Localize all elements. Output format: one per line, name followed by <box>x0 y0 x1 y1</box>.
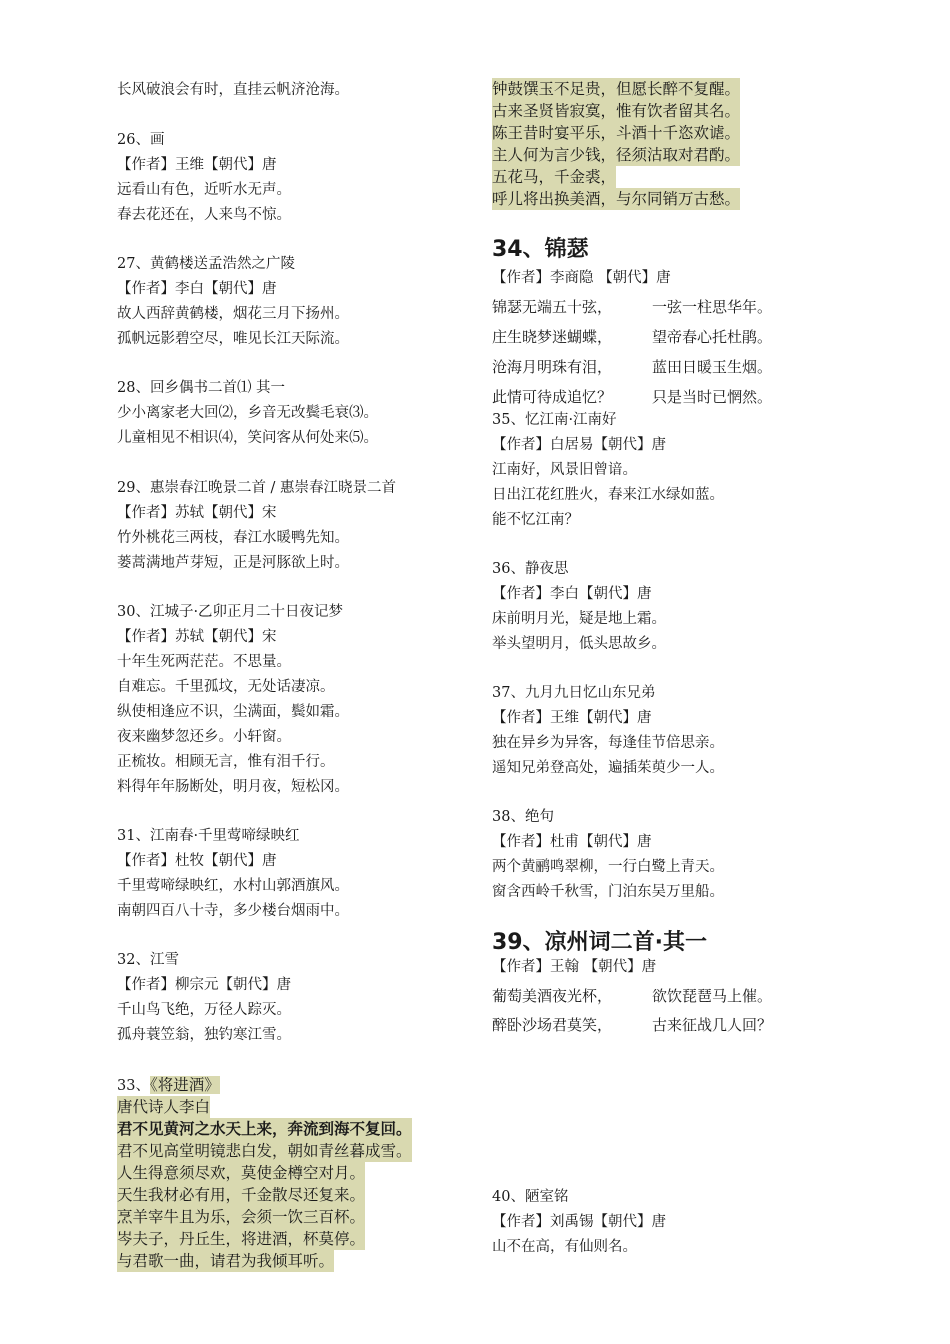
poem-couplet <box>492 386 772 408</box>
poem-line: 孤舟蓑笠翁，独钓寒江雪。 <box>117 1027 291 1043</box>
poem-subtitle-33: 唐代诗人李白 <box>117 1098 211 1116</box>
poem-line: 远看山有色，近听水无声。 <box>117 182 291 198</box>
poem-title-31: 31、江南春·千里莺啼绿映红 <box>117 828 300 844</box>
poem-title-34: 34、锦瑟 <box>492 237 589 262</box>
poem-line: 自难忘。千里孤坟，无处话凄凉。 <box>117 679 335 695</box>
couplet-second: 只是当时已惘然。 <box>652 388 773 406</box>
couplet-second: 一弦一柱思华年。 <box>652 298 773 316</box>
poem-author-31: 【作者】杜牧【朝代】唐 <box>117 853 277 869</box>
poem-title-37: 37、九月九日忆山东兄弟 <box>492 685 656 701</box>
couplet-second: 欲饮琵琶马上催。 <box>652 987 773 1005</box>
poem-line: 山不在高，有仙则名。 <box>492 1239 637 1255</box>
couplet-second: 古来征战几人回？ <box>652 1016 773 1034</box>
poem-title-26: 26、画 <box>117 132 165 148</box>
poem-title-28: 28、回乡偶书二首⑴ 其一 <box>117 380 286 396</box>
poem-line: 春去花还在，人来鸟不惊。 <box>117 207 291 223</box>
poem-line: 遥知兄弟登高处，遍插茱萸少一人。 <box>492 760 724 776</box>
poem-line: 人生得意须尽欢，莫使金樽空对月。 <box>117 1164 366 1182</box>
poem-line: 长风破浪会有时，直挂云帆济沧海。 <box>117 82 349 98</box>
poem-title-29: 29、惠崇春江晚景二首 / 惠崇春江晓景二首 <box>117 480 397 496</box>
poem-author-27: 【作者】李白【朝代】唐 <box>117 281 277 297</box>
poem-line: 陈王昔时宴平乐，斗酒十千恣欢谑。 <box>492 124 741 142</box>
poem-line: 儿童相见不相识⑷，笑问客从何处来⑸。 <box>117 430 378 446</box>
poem-author-39: 【作者】王翰 【朝代】唐 <box>492 959 657 975</box>
poem-title-39: 39、凉州词二首·其一 <box>492 930 707 955</box>
poem-line: 天生我材必有用，千金散尽还复来。 <box>117 1186 366 1204</box>
poem-couplet <box>492 296 772 318</box>
poem-line: 纵使相逢应不识，尘满面，鬓如霜。 <box>117 704 349 720</box>
poem-couplet <box>492 1014 772 1036</box>
poem-couplet <box>492 326 772 348</box>
poem-author-32: 【作者】柳宗元【朝代】唐 <box>117 977 291 993</box>
poem-line: 蒌蒿满地芦芽短，正是河豚欲上时。 <box>117 555 349 571</box>
poem-title-38: 38、绝句 <box>492 809 554 825</box>
poem-author-34: 【作者】李商隐 【朝代】唐 <box>492 270 671 286</box>
couplet-second: 蓝田日暖玉生烟。 <box>652 358 773 376</box>
couplet-first: 葡萄美酒夜光杯， <box>492 987 613 1005</box>
poem-line: 两个黄鹂鸣翠柳，一行白鹭上青天。 <box>492 859 724 875</box>
poem-title-27: 27、黄鹤楼送孟浩然之广陵 <box>117 256 295 272</box>
poem-author-37: 【作者】王维【朝代】唐 <box>492 710 652 726</box>
poem-line: 呼儿将出换美酒，与尔同销万古愁。 <box>492 190 741 208</box>
couplet-first: 沧海月明珠有泪， <box>492 358 613 376</box>
poem-author-29: 【作者】苏轼【朝代】宋 <box>117 505 277 521</box>
poem-line: 独在异乡为异客，每逢佳节倍思亲。 <box>492 735 724 751</box>
poem-title-30: 30、江城子·乙卯正月二十日夜记梦 <box>117 604 344 620</box>
poem-title-33 <box>117 1074 220 1096</box>
poem-author-26: 【作者】王维【朝代】唐 <box>117 157 277 173</box>
poem-line: 钟鼓馔玉不足贵，但愿长醉不复醒。 <box>492 80 741 98</box>
poem-author-36: 【作者】李白【朝代】唐 <box>492 586 652 602</box>
poem-line-bold: 君不见黄河之水天上来，奔流到海不复回。 <box>117 1120 412 1138</box>
poem-author-30: 【作者】苏轼【朝代】宋 <box>117 629 277 645</box>
poem-author-40: 【作者】刘禹锡【朝代】唐 <box>492 1214 666 1230</box>
couplet-first: 此情可待成追忆？ <box>492 388 613 406</box>
poem-line: 十年生死两茫茫。不思量。 <box>117 654 291 670</box>
couplet-first: 庄生晓梦迷蝴蝶， <box>492 328 613 346</box>
poem-line: 古来圣贤皆寂寞，惟有饮者留其名。 <box>492 102 741 120</box>
poem-author-35: 【作者】白居易【朝代】唐 <box>492 437 666 453</box>
poem-line: 床前明月光，疑是地上霜。 <box>492 611 666 627</box>
poem-line: 五花马，千金裘， <box>492 168 617 186</box>
poem-title-36: 36、静夜思 <box>492 561 569 577</box>
poem-couplet <box>492 985 772 1007</box>
poem-line: 窗含西岭千秋雪，门泊东吴万里船。 <box>492 884 724 900</box>
poem-couplet <box>492 356 772 378</box>
poem-line: 岑夫子，丹丘生，将进酒，杯莫停。 <box>117 1230 366 1248</box>
couplet-second: 望帝春心托杜鹃。 <box>652 328 773 346</box>
poem-title-33-text: 《将进酒》 <box>149 1076 220 1094</box>
poem-line: 少小离家老大回⑵，乡音无改鬓毛衰⑶。 <box>117 405 378 421</box>
couplet-first: 锦瑟无端五十弦， <box>492 298 613 316</box>
poem-line: 千里莺啼绿映红，水村山郭酒旗风。 <box>117 878 349 894</box>
poem-number-33: 33、 <box>117 1078 150 1094</box>
poem-title-35: 35、忆江南·江南好 <box>492 412 617 428</box>
poem-line: 能不忆江南？ <box>492 512 579 528</box>
poem-line: 举头望明月，低头思故乡。 <box>492 636 666 652</box>
poem-line: 君不见高堂明镜悲白发，朝如青丝暮成雪。 <box>117 1142 412 1160</box>
poem-line: 正梳妆。相顾无言，惟有泪千行。 <box>117 754 335 770</box>
poem-line: 江南好，风景旧曾谙。 <box>492 462 637 478</box>
couplet-first: 醉卧沙场君莫笑， <box>492 1016 613 1034</box>
poem-title-32: 32、江雪 <box>117 952 179 968</box>
poem-author-38: 【作者】杜甫【朝代】唐 <box>492 834 652 850</box>
poem-line: 夜来幽梦忽还乡。小轩窗。 <box>117 729 291 745</box>
poem-line: 与君歌一曲，请君为我倾耳听。 <box>117 1252 335 1270</box>
poem-line: 孤帆远影碧空尽，唯见长江天际流。 <box>117 331 349 347</box>
poem-line: 千山鸟飞绝，万径人踪灭。 <box>117 1002 291 1018</box>
poem-line: 故人西辞黄鹤楼，烟花三月下扬州。 <box>117 306 349 322</box>
poem-line: 主人何为言少钱，径须沽取对君酌。 <box>492 146 741 164</box>
poem-line: 南朝四百八十寺，多少楼台烟雨中。 <box>117 903 349 919</box>
poem-line: 日出江花红胜火，春来江水绿如蓝。 <box>492 487 724 503</box>
poem-line: 烹羊宰牛且为乐，会须一饮三百杯。 <box>117 1208 366 1226</box>
poem-line: 料得年年肠断处，明月夜，短松冈。 <box>117 779 349 795</box>
poem-line: 竹外桃花三两枝，春江水暖鸭先知。 <box>117 530 349 546</box>
poem-title-40: 40、陋室铭 <box>492 1189 569 1205</box>
